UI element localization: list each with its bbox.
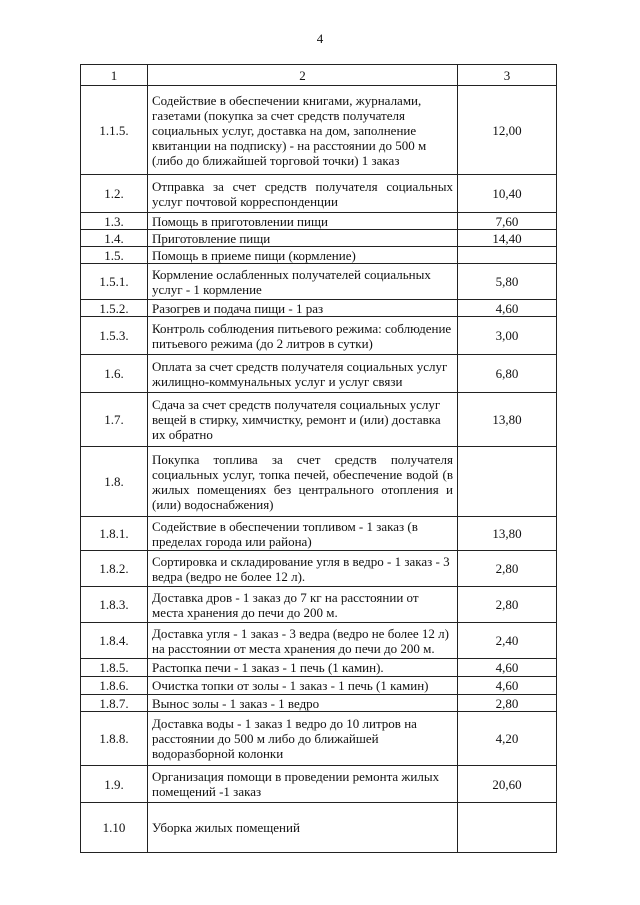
table-row [81, 317, 557, 355]
table-row [81, 659, 557, 677]
price: 4,60 [458, 659, 557, 677]
price: 2,80 [458, 695, 557, 712]
price: 2,40 [458, 623, 557, 659]
price: 2,80 [458, 551, 557, 587]
table-row [81, 766, 557, 803]
service-description: Приготовление пищи [148, 230, 458, 247]
service-description: Организация помощи в проведении ремонта жилых помещений -1 заказ [148, 766, 458, 803]
price: 13,80 [458, 393, 557, 447]
service-description: Доставка угля - 1 заказ - 3 ведра (ведро не более 12 л) на расстоянии от места хранения до печи до 200 м. [148, 623, 458, 659]
row-number: 1.4. [81, 230, 148, 247]
header-cell-1: 1 [81, 65, 148, 86]
row-number: 1.8.8. [81, 712, 148, 766]
row-number: 1.5.3. [81, 317, 148, 355]
service-description: Кормление ослабленных получателей социальных услуг - 1 кормление [148, 264, 458, 300]
row-number: 1.5.2. [81, 300, 148, 317]
table-row [81, 447, 557, 517]
row-number: 1.1.5. [81, 86, 148, 175]
service-description: Доставка воды - 1 заказ 1 ведро до 10 литров на расстоянии до 500 м либо до ближайшей водоразборной колонки [148, 712, 458, 766]
service-description: Доставка дров - 1 заказ до 7 кг на расстоянии от места хранения до печи до 200 м. [148, 587, 458, 623]
table-row [81, 623, 557, 659]
service-description: Растопка печи - 1 заказ - 1 печь (1 камин). [148, 659, 458, 677]
table-row [81, 393, 557, 447]
price: 3,00 [458, 317, 557, 355]
price: 13,80 [458, 517, 557, 551]
price: 12,00 [458, 86, 557, 175]
row-number: 1.5. [81, 247, 148, 264]
price: 14,40 [458, 230, 557, 247]
service-description: Помощь в приеме пищи (кормление) [148, 247, 458, 264]
price: 4,60 [458, 300, 557, 317]
table-header-row [81, 65, 557, 86]
price: 7,60 [458, 213, 557, 230]
tariff-table [80, 64, 557, 853]
price [458, 803, 557, 853]
table-row [81, 803, 557, 853]
row-number: 1.6. [81, 355, 148, 393]
service-description: Разогрев и подача пищи - 1 раз [148, 300, 458, 317]
table-row [81, 695, 557, 712]
table-row [81, 86, 557, 175]
service-description: Покупка топлива за счет средств получателя социальных услуг, топка печей, обеспечение водой (в жилых помещениях без центрального отопления и (или) водоснабжения) [148, 447, 458, 517]
row-number: 1.8.5. [81, 659, 148, 677]
price: 20,60 [458, 766, 557, 803]
row-number: 1.9. [81, 766, 148, 803]
service-description: Оплата за счет средств получателя социальных услуг жилищно-коммунальных услуг и услуг связи [148, 355, 458, 393]
table-row [81, 355, 557, 393]
service-description: Сортировка и складирование угля в ведро - 1 заказ - 3 ведра (ведро не более 12 л). [148, 551, 458, 587]
table-row [81, 300, 557, 317]
row-number: 1.5.1. [81, 264, 148, 300]
service-description: Очистка топки от золы - 1 заказ - 1 печь (1 камин) [148, 677, 458, 695]
service-description: Помощь в приготовлении пищи [148, 213, 458, 230]
service-description: Сдача за счет средств получателя социальных услуг вещей в стирку, химчистку, ремонт и (или) доставка их обратно [148, 393, 458, 447]
page-number: 4 [316, 31, 324, 46]
row-number: 1.7. [81, 393, 148, 447]
row-number: 1.10 [81, 803, 148, 853]
table-row [81, 175, 557, 213]
service-description: Контроль соблюдения питьевого режима: соблюдение питьевого режима (до 2 литров в сутки) [148, 317, 458, 355]
table-row [81, 517, 557, 551]
table-row [81, 677, 557, 695]
row-number: 1.8.4. [81, 623, 148, 659]
service-description: Содействие в обеспечении книгами, журналами, газетами (покупка за счет средств получателя социальных услуг, доставка на дом, заполнение квитанции на подписку) - на расстоянии до 500 м (либо до ближайшей торговой точки) 1 заказ [148, 86, 458, 175]
table-row [81, 587, 557, 623]
service-description: Отправка за счет средств получателя социальных услуг почтовой корреспонденции [148, 175, 458, 213]
row-number: 1.3. [81, 213, 148, 230]
table-row [81, 247, 557, 264]
table-row [81, 213, 557, 230]
price: 4,20 [458, 712, 557, 766]
price: 10,40 [458, 175, 557, 213]
price: 4,60 [458, 677, 557, 695]
row-number: 1.8.2. [81, 551, 148, 587]
row-number: 1.8.6. [81, 677, 148, 695]
row-number: 1.8. [81, 447, 148, 517]
table-row [81, 712, 557, 766]
header-cell-3: 3 [458, 65, 557, 86]
row-number: 1.8.3. [81, 587, 148, 623]
table-row [81, 551, 557, 587]
service-description: Уборка жилых помещений [148, 803, 458, 853]
price: 5,80 [458, 264, 557, 300]
service-description: Вынос золы - 1 заказ - 1 ведро [148, 695, 458, 712]
price [458, 247, 557, 264]
row-number: 1.8.1. [81, 517, 148, 551]
row-number: 1.2. [81, 175, 148, 213]
header-cell-2: 2 [148, 65, 458, 86]
table-row [81, 264, 557, 300]
row-number: 1.8.7. [81, 695, 148, 712]
table-row [81, 230, 557, 247]
price: 6,80 [458, 355, 557, 393]
service-description: Содействие в обеспечении топливом - 1 заказ (в пределах города или района) [148, 517, 458, 551]
price: 2,80 [458, 587, 557, 623]
price [458, 447, 557, 517]
